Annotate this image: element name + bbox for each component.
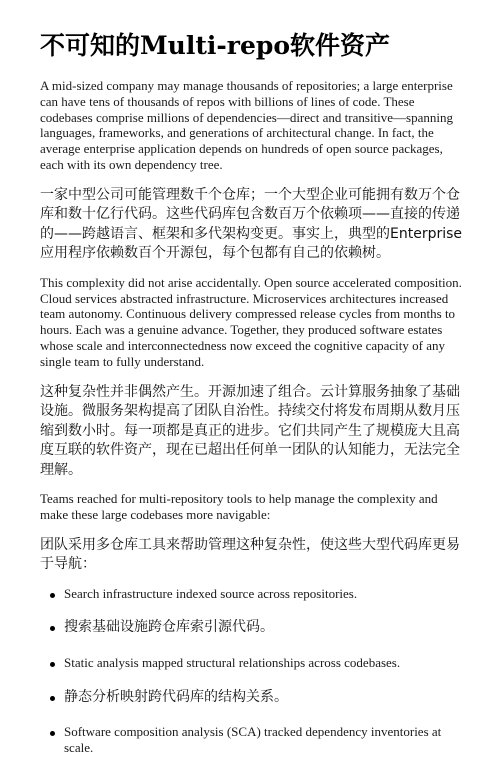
list-item-text: Search infrastructure indexed source across repositories. xyxy=(64,585,358,601)
document-page xyxy=(40,30,464,773)
list-item-text: Static analysis mapped structural relationships across codebases. xyxy=(64,654,401,670)
paragraph-zh-1: 一家中型公司可能管理数千个仓库；一个大型企业可能拥有数万个仓库和数十亿行代码。这些代码库包含数百万个依赖项——直接的传递的——跨越语言、框架和多代架构变更。事实上，典型的Enterprise应用程序依赖数百个开源包，每个包都有自己的依赖树。 xyxy=(40,186,463,262)
paragraph-en-1: A mid-sized company may manage thousands of repositories; a large enterprise can have tens of thousands of repos with billions of lines of code. These codebases comprise millions of dependencies—direct and transitive—spanning languages, frameworks, and generations of architectural change. In fact, the average enterprise application depends on hundreds of open source packages, each with its own dependency tree. xyxy=(40,78,453,172)
page-title: 不可知的Multi-repo软件资产 xyxy=(40,31,391,60)
bullet-list xyxy=(40,586,464,756)
list-item xyxy=(40,586,464,602)
list-item xyxy=(40,618,464,638)
list-item-text: 搜索基础设施跨仓库索引源代码。 xyxy=(64,619,274,636)
bullet-dot-icon xyxy=(50,626,55,631)
paragraph-zh-3: 团队采用多仓库工具来帮助管理这种复杂性，使这些大型代码库更易于导航： xyxy=(40,536,460,573)
paragraph-zh-2: 这种复杂性并非偶然产生。开源加速了组合。云计算服务抽象了基础设施。微服务架构提高了团队自治性。持续交付将发布周期从数月压缩到数小时。每一项都是真正的进步。它们共同产生了规模庞大且高度互联的软件资产，现在已超出任何单一团队的认知能力，无法完全理解。 xyxy=(40,383,460,478)
list-item xyxy=(40,688,464,708)
paragraph-en-2: This complexity did not arise accidentally. Open source accelerated composition. Cloud services abstracted infrastructure. Microservices architectures increased team autonomy. Continuous delivery compressed release cycles from months to hours. Each was a genuine advance. Together, they produced software estates whose scale and interconnectedness now exceed the cognitive capacity of any single team to fully understand. xyxy=(40,274,462,369)
bullet-dot-icon xyxy=(50,731,55,736)
list-item xyxy=(40,655,464,671)
bullet-dot-icon xyxy=(50,593,55,598)
bullet-dot-icon xyxy=(50,696,55,701)
list-item-text: 静态分析映射跨代码库的结构关系。 xyxy=(64,688,288,705)
paragraph-en-3: Teams reached for multi-repository tools to help manage the complexity and make these large codebases more navigable: xyxy=(40,491,438,522)
list-item-text: Software composition analysis (SCA) tracked dependency inventories at scale. xyxy=(64,724,442,756)
bullet-dot-icon xyxy=(50,662,55,667)
list-item xyxy=(40,724,464,756)
